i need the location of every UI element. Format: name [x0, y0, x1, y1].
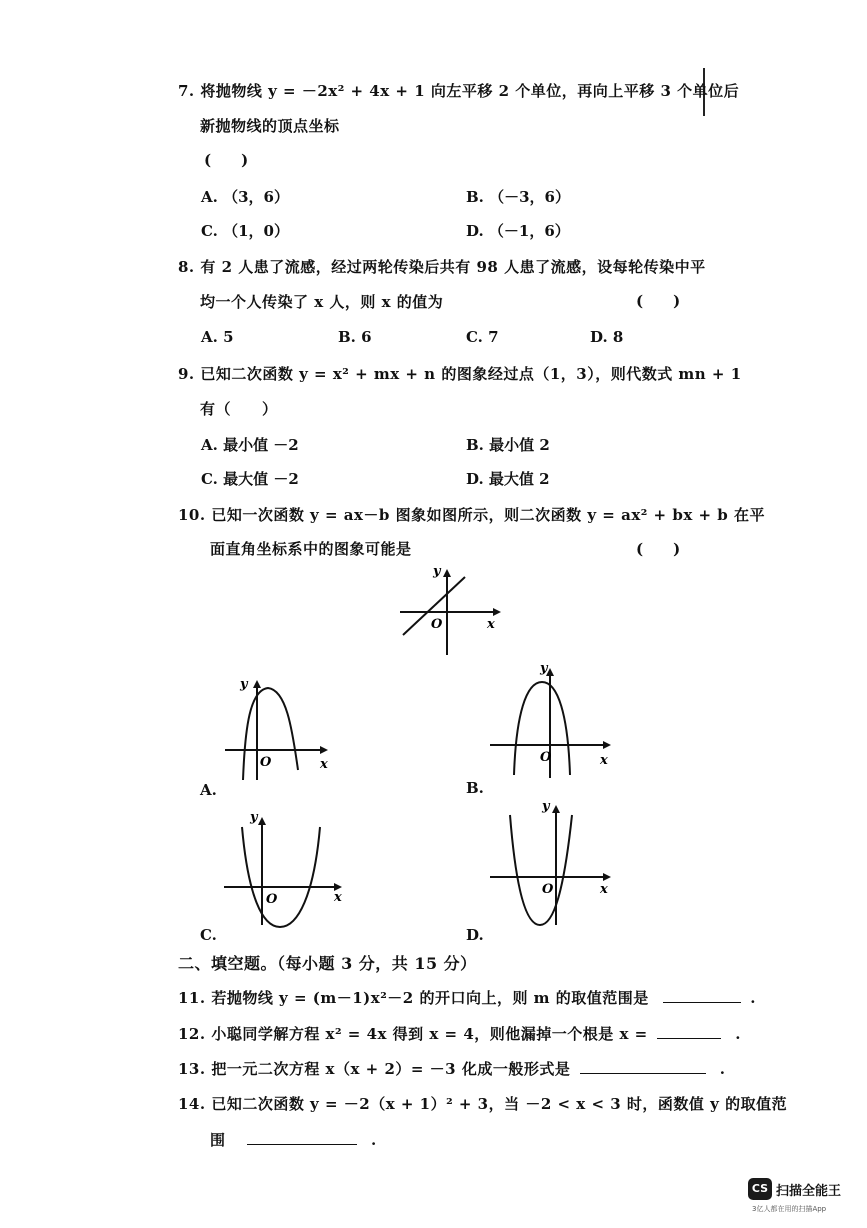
section-2-title: 二、填空题。（每小题 3 分，共 15 分）	[178, 954, 477, 973]
camscanner-logo-icon: CS	[748, 1178, 772, 1200]
axis-y-label: y	[542, 799, 550, 814]
q10-stem-line1: 10. 已知一次函数 y = ax－b 图象如图所示，则二次函数 y = ax² + bx + b 在平	[178, 506, 765, 524]
origin-label: O	[542, 882, 554, 897]
q14-answer-blank[interactable]	[247, 1130, 357, 1145]
q13-item	[178, 1058, 726, 1079]
q9-stem-line2: 有（ ）	[200, 400, 278, 418]
axis-y-label: y	[240, 677, 248, 692]
q13-end: .	[719, 1060, 726, 1078]
q7-answer-paren: ( )	[204, 151, 249, 169]
q8-option-c: C. 7	[466, 328, 499, 346]
q7-option-a: A. （3，6）	[201, 188, 289, 206]
x-axis-arrow-icon	[493, 608, 501, 616]
q7-stem-line1: 7. 将抛物线 y = －2x² + 4x + 1 向左平移 2 个单位，再向上平移 3 个单位后	[178, 82, 740, 100]
option-b-graph	[488, 660, 618, 780]
q11-answer-blank[interactable]	[663, 988, 741, 1003]
q8-answer-paren: ( )	[636, 292, 681, 310]
y-axis-arrow-icon	[552, 805, 560, 813]
y-axis-arrow-icon	[253, 680, 261, 688]
q9-stem-line1: 9. 已知二次函数 y = x² + mx + n 的图象经过点（1，3），则代数式 mn + 1	[178, 365, 742, 383]
q10-answer-paren: ( )	[636, 540, 681, 558]
axis-x-label: x	[334, 890, 342, 905]
linear-function-graph	[395, 565, 505, 660]
q8-option-d: D. 8	[590, 328, 624, 346]
option-c-graph	[222, 805, 352, 930]
q8-stem-line1: 8. 有 2 人患了流感，经过两轮传染后共有 98 人患了流感，设每轮传染中平	[178, 258, 706, 276]
q14-stem-line1: 14. 已知二次函数 y = －2（x + 1）² + 3，当 －2 < x < 3 时，函数值 y 的取值范	[178, 1095, 788, 1113]
q8-option-b: B. 6	[338, 328, 372, 346]
option-d-graph	[488, 795, 618, 930]
origin-label: O	[266, 892, 278, 907]
axis-x-label: x	[600, 882, 608, 897]
q9-option-a: A. 最小值 －2	[201, 436, 299, 454]
origin-label: O	[431, 617, 443, 632]
axis-x-label: x	[320, 757, 328, 772]
axis-y-label: y	[433, 565, 441, 579]
y-axis-arrow-icon	[443, 569, 451, 577]
camscanner-name: 扫描全能王	[776, 1184, 842, 1199]
q14-end: .	[370, 1131, 377, 1149]
q14-item-line2	[210, 1129, 377, 1150]
q7-stem-line2: 新抛物线的顶点坐标	[200, 117, 340, 135]
q14-stem-line2: 围	[210, 1131, 226, 1149]
q11-end: .	[750, 989, 756, 1007]
option-a-label: A.	[200, 781, 217, 799]
q9-option-d: D. 最大值 2	[466, 470, 550, 488]
origin-label: O	[260, 755, 272, 770]
axis-y-label: y	[250, 810, 258, 825]
q9-option-c: C. 最大值 －2	[201, 470, 299, 488]
q13-text: 13. 把一元二次方程 x（x + 2）= －3 化成一般形式是	[178, 1060, 571, 1078]
option-c-label: C.	[200, 926, 217, 944]
axis-x-label: x	[487, 617, 495, 632]
q10-stem-line2: 面直角坐标系中的图象可能是	[210, 540, 412, 558]
parabola-curve	[242, 827, 320, 927]
x-axis-arrow-icon	[603, 873, 611, 881]
q12-end: .	[735, 1025, 741, 1043]
origin-label: O	[540, 750, 552, 765]
option-b-label: B.	[466, 779, 484, 797]
q13-answer-blank[interactable]	[580, 1059, 706, 1074]
camscanner-tagline: 3亿人都在用的扫描App	[752, 1205, 827, 1213]
q8-stem-line2: 均一个人传染了 x 人，则 x 的值为	[200, 293, 444, 311]
q7-option-d: D. （－1，6）	[466, 222, 570, 240]
q7-option-c: C. （1，0）	[201, 222, 289, 240]
q11-text: 11. 若抛物线 y = (m－1)x²－2 的开口向上，则 m 的取值范围是	[178, 989, 649, 1007]
q11-item	[178, 987, 756, 1008]
option-a-graph	[220, 672, 335, 780]
axis-y-label: y	[540, 661, 548, 676]
axis-x-label: x	[600, 753, 608, 768]
q7-option-b: B. （－3，6）	[466, 188, 570, 206]
q12-text: 12. 小聪同学解方程 x² = 4x 得到 x = 4，则他漏掉一个根是 x =	[178, 1025, 648, 1043]
q9-option-b: B. 最小值 2	[466, 436, 550, 454]
y-axis-arrow-icon	[258, 817, 266, 825]
x-axis-arrow-icon	[603, 741, 611, 749]
q12-item	[178, 1023, 741, 1044]
q12-answer-blank[interactable]	[657, 1024, 721, 1039]
x-axis-arrow-icon	[320, 746, 328, 754]
parabola-curve	[510, 815, 572, 925]
option-d-label: D.	[466, 926, 484, 944]
q8-option-a: A. 5	[201, 328, 234, 346]
